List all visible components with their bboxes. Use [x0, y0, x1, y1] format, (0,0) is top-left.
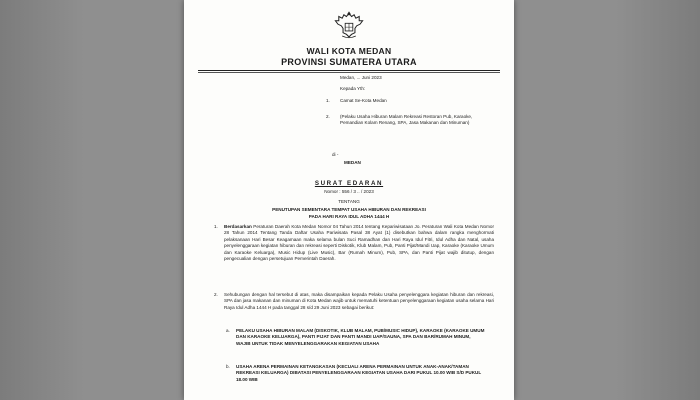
- letterhead-rule: [198, 70, 500, 71]
- point-text: PELAKU USAHA HIBURAN MALAM (DISKOTIK, KLUB MALAM, PUB/MUSIC HIDUP), KARAOKE (KARAOKE UMUM DAN KARAOKE KELUARGA), PANTI PIJAT DAN PANTI MANDI UAP/SAUNA, SPA DAN BAR/RUMAH MINUM, WAJIB UNTUK TIDAK MENYELENGGARAKAN KEGIATAN USAHA: [236, 328, 485, 346]
- garuda-emblem-icon: [332, 8, 366, 42]
- recipient-location: MEDAN: [344, 160, 361, 165]
- recipient-at: di -: [332, 152, 339, 157]
- letter-subject: PENUTUPAN SEMENTARA TEMPAT USAHA HIBURAN DAN REKREASI: [272, 207, 426, 212]
- point-label: a.: [226, 328, 230, 333]
- recipient-item: (Pelaku Usaha Hiburan Malam Rekreasi Restoran Pub, Karaoke, Pemandian Kolam Renang, SPA, Jasa Makanan dan Minuman): [340, 114, 473, 126]
- paragraph-number: 1.: [214, 224, 218, 229]
- letterhead-province: PROVINSI SUMATERA UTARA: [281, 57, 417, 67]
- letter-page: [184, 0, 514, 400]
- letterhead-title: WALI KOTA MEDAN: [306, 46, 392, 56]
- paragraph-instruction: Sehubungan dengan hal tersebut di atas, maka disampaikan kepada Pelaku Usaha penyelenggara kegiatan hiburan dan rekreasi, SPA dan jasa makanan dan minuman di Kota Medan wajib untuk mematuhi ketentuan penyelenggaraan kegiatan usaha selama Hari Raya Idul Adha 1444 H pada tanggal 28 s/d 29 Juni 2023 sebagai berikut:: [224, 292, 494, 310]
- paragraph-basis: [224, 224, 494, 262]
- paragraph-lead: Berdasarkan: [224, 224, 252, 229]
- about-label: TENTANG: [338, 199, 360, 204]
- recipient-number: 2.: [326, 114, 330, 119]
- date-line: Medan, ... Juni 2023: [340, 75, 382, 80]
- letter-number: Nomor : 556 / 3 .. / 2023: [324, 189, 374, 194]
- point-text: USAHA ARENA PERMAINAN KETANGKASAN (KECUALI ARENA PERMAINAN UNTUK ANAK-ANAK/TAMAN REKREASI KELUARGA) DIBATASI PENYELENGGARAAN KEGIATAN USAHA DARI PUKUL 10.00 WIB S/D PUKUL 18.00 WIB: [236, 364, 482, 382]
- paragraph-body: Peraturan Daerah Kota Medan Nomor 04 Tahun 2014 tentang Kepariwisataan Jo. Peraturan Wali Kota Medan Nomor 28 Tahun 2014 Tentang Tanda Daftar Usaha Pariwisata Pasal 38 Ayat (1) disebutkan bahwa dalam rangka menghormati pelaksanaan Hari Besar Keagamaan maka selama bulan Suci Ramadhan dan Hari Raya Idul Fitri, Idul Adha dan Natal, usaha penyelenggaraan kegiatan hiburan dan rekreasi seperti Diskotik, Klub Malam, Pub, Panti Pijat/Mandi Uap, Karaoke (Karaoke Umum dan Karaoke Keluarga), Music Hidup (Live Music), Bar (Rumah Minum), Pub, SPA, dan Panti Pijat wajib ditutup, dengan pengecualian dengan persetujuan Pemerintah Daerah.: [224, 224, 494, 262]
- letter-title: SURAT EDARAN: [314, 180, 384, 187]
- recipient-item: Camat Se-Kota Medan: [340, 98, 387, 103]
- recipient-number: 1.: [326, 98, 330, 103]
- recipient-heading: Kepada Yth:: [340, 86, 366, 91]
- point-label: b.: [226, 364, 230, 369]
- letterhead-rule-thin: [198, 72, 500, 73]
- paragraph-number: 2.: [214, 292, 218, 297]
- letter-subject-line2: PADA HARI RAYA IDUL ADHA 1444 H: [308, 214, 390, 219]
